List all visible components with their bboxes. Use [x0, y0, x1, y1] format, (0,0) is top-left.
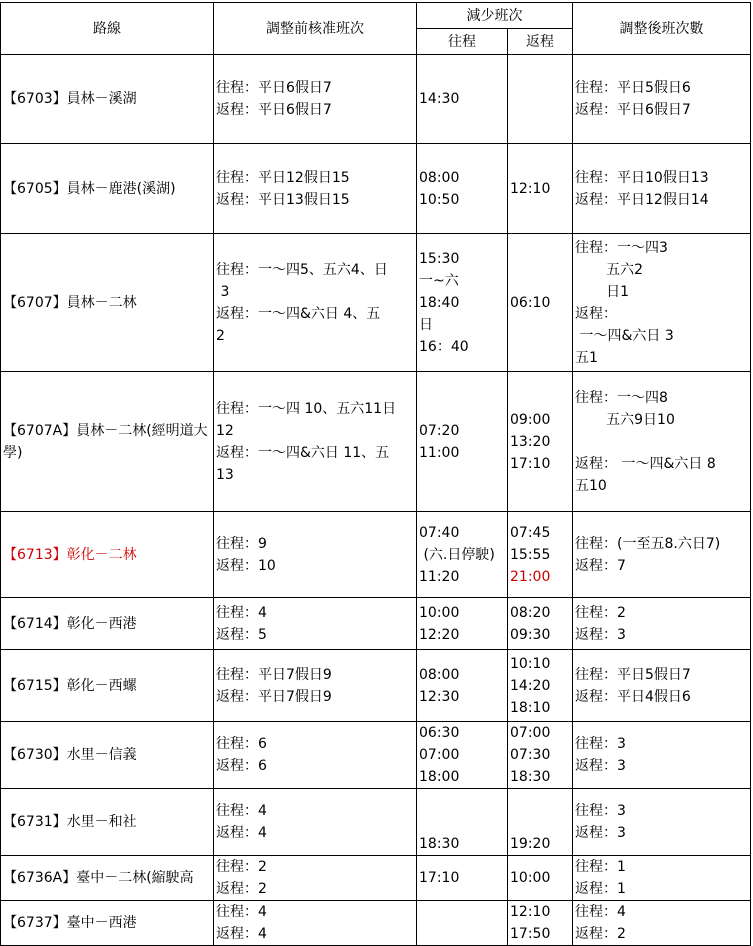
before-cell: [214, 55, 417, 144]
before-cell-line: 往程：9: [216, 535, 267, 552]
before-cell-line: 往程：平日7假日9: [216, 666, 332, 683]
header-before: 調整前核准班次: [214, 3, 417, 55]
after-cell-line: 往程：平日10假日13: [575, 169, 709, 186]
inbound-cell-line: 09:00: [510, 411, 551, 428]
outbound-cell: [417, 598, 508, 650]
route-cell: 【6715】彰化－西螺: [1, 650, 214, 722]
outbound-cell-line: 10:50: [419, 191, 460, 208]
before-cell-line: 往程：一～四 10、五六11日: [216, 400, 397, 417]
table-row: [1, 372, 751, 512]
before-cell-line: 2: [216, 327, 225, 344]
inbound-cell-line: 08:20: [510, 604, 551, 621]
outbound-cell-line: 06:30: [419, 725, 460, 741]
after-cell: [573, 650, 751, 722]
inbound-cell-line: 06:10: [510, 294, 551, 311]
before-cell-line: 返程：10: [216, 557, 276, 574]
outbound-cell: [417, 234, 508, 372]
before-cell-line: 返程：平日7假日9: [216, 688, 332, 705]
outbound-cell-line: 18:40: [419, 294, 460, 311]
after-cell-line: 五1: [575, 349, 598, 366]
before-cell: [214, 234, 417, 372]
before-cell: [214, 372, 417, 512]
inbound-cell: [508, 789, 573, 856]
route-cell: 【6707】員林－二林: [1, 234, 214, 372]
inbound-cell: [508, 856, 573, 901]
route-cell: 【6730】水里－信義: [1, 722, 214, 789]
after-cell: [573, 144, 751, 234]
after-cell-line: 返程：: [575, 305, 617, 322]
after-cell: [573, 234, 751, 372]
before-cell-line: 往程：4: [216, 604, 267, 621]
outbound-cell-line: 12:30: [419, 688, 460, 705]
route-cell: 【6703】員林－溪湖: [1, 55, 214, 144]
after-cell-line: 往程：1: [575, 859, 626, 875]
outbound-cell-line: 08:00: [419, 169, 460, 186]
after-cell-line: 返程： 一～四&六日 8: [575, 455, 716, 472]
table-row: [1, 650, 751, 722]
inbound-cell-line: 07:00: [510, 725, 551, 741]
inbound-cell-line: 10:10: [510, 655, 551, 672]
header-inbound: 返程: [508, 29, 573, 55]
route-cell: 【6705】員林－鹿港(溪湖): [1, 144, 214, 234]
after-cell: [573, 512, 751, 598]
after-cell-line: 一～四&六日 3: [575, 327, 674, 344]
inbound-cell-line: 09:30: [510, 626, 551, 643]
outbound-cell-line: 18:30: [419, 836, 460, 852]
header-route: 路線: [1, 3, 214, 55]
after-cell-line: 往程：平日5假日6: [575, 80, 691, 96]
inbound-cell: [508, 650, 573, 722]
after-cell-line: 往程：一～四8: [575, 389, 668, 406]
header-reduce: 減少班次: [417, 3, 573, 29]
inbound-cell-line: [510, 811, 570, 833]
inbound-cell-line: 12:10: [510, 180, 551, 197]
after-cell-line: 往程：(一至五8.六日7): [575, 535, 721, 552]
before-cell-line: 返程：平日6假日7: [216, 102, 332, 118]
header-after: 調整後班次數: [573, 3, 751, 55]
outbound-cell-line: 15:30: [419, 250, 460, 267]
header-outbound: 往程: [417, 29, 508, 55]
outbound-cell-line: 16：40: [419, 338, 469, 355]
after-cell: [573, 789, 751, 856]
after-cell-line: 返程：3: [575, 825, 626, 841]
outbound-cell-line: 07:40: [419, 524, 460, 541]
after-cell-line: 返程：1: [575, 881, 626, 897]
after-cell: [573, 372, 751, 512]
inbound-cell: [508, 55, 573, 144]
after-cell-line: 往程：3: [575, 736, 626, 752]
schedule-table: [0, 2, 751, 946]
after-cell-line: 往程：平日5假日7: [575, 666, 691, 683]
after-cell: [573, 55, 751, 144]
before-cell-line: 往程：4: [216, 803, 267, 819]
after-cell-line: [575, 431, 748, 453]
outbound-cell: [417, 372, 508, 512]
outbound-cell-line: 10:00: [419, 604, 460, 621]
outbound-cell-line: 18:00: [419, 769, 460, 785]
before-cell-line: 返程：平日13假日15: [216, 191, 350, 208]
after-cell-line: 往程：4: [575, 904, 626, 920]
inbound-cell: [508, 372, 573, 512]
table-row: [1, 144, 751, 234]
before-cell-line: 往程：2: [216, 859, 267, 875]
before-cell-line: 13: [216, 466, 234, 483]
table-row: [1, 856, 751, 901]
route-cell: 【6737】臺中－西港: [1, 901, 214, 946]
before-cell-line: 返程：4: [216, 825, 267, 841]
after-cell-line: 返程：3: [575, 626, 626, 643]
outbound-cell-line: [419, 789, 505, 811]
inbound-cell-line: 12:10: [510, 904, 551, 920]
after-cell: [573, 722, 751, 789]
after-cell-line: 返程：7: [575, 557, 626, 574]
outbound-cell-line: 07:00: [419, 747, 460, 763]
outbound-cell-line: 14:30: [419, 91, 460, 107]
after-cell-line: 往程：一～四3: [575, 239, 668, 256]
inbound-cell-line: 15:55: [510, 546, 551, 563]
table-row: [1, 722, 751, 789]
before-cell-line: 往程：4: [216, 904, 267, 920]
before-cell: [214, 856, 417, 901]
inbound-cell: [508, 144, 573, 234]
outbound-cell-line: [419, 811, 505, 833]
route-cell: 【6707A】員林－二林(經明道大學): [1, 372, 214, 512]
inbound-cell-line: [510, 789, 570, 811]
before-cell: [214, 650, 417, 722]
outbound-cell: [417, 856, 508, 901]
after-cell-line: 往程：3: [575, 803, 626, 819]
after-cell-line: 返程：3: [575, 758, 626, 774]
inbound-cell-line: 18:30: [510, 769, 551, 785]
outbound-cell-line: 17:10: [419, 870, 460, 886]
outbound-cell-line: 11:00: [419, 444, 460, 461]
before-cell-line: 返程：6: [216, 758, 267, 774]
after-cell: [573, 856, 751, 901]
outbound-cell: [417, 144, 508, 234]
inbound-cell: [508, 598, 573, 650]
inbound-cell-line: 18:10: [510, 699, 551, 716]
after-cell-line: 日1: [575, 283, 630, 300]
before-cell-line: 返程：4: [216, 926, 267, 942]
inbound-cell-line: 14:20: [510, 677, 551, 694]
inbound-cell-line: 07:45: [510, 524, 551, 541]
outbound-cell-line: 08:00: [419, 666, 460, 683]
outbound-cell: [417, 55, 508, 144]
table-row: [1, 789, 751, 856]
after-cell-line: 返程：平日4假日6: [575, 688, 691, 705]
inbound-cell-line: 17:10: [510, 455, 551, 472]
before-cell-line: 返程：2: [216, 881, 267, 897]
route-cell: 【6736A】臺中－二林(縮駛高: [1, 856, 214, 901]
after-cell-line: 返程：2: [575, 926, 626, 942]
before-cell-line: 返程：一～四&六日 11、五: [216, 444, 390, 461]
outbound-cell: [417, 722, 508, 789]
inbound-cell: [508, 512, 573, 598]
before-cell-line: 返程：5: [216, 626, 267, 643]
before-cell: [214, 598, 417, 650]
route-cell: 【6713】彰化－二林: [1, 512, 214, 598]
inbound-cell-line: 21:00: [510, 568, 551, 585]
outbound-cell-line: 07:20: [419, 422, 460, 439]
outbound-cell-line: (六.日停駛): [419, 546, 495, 563]
inbound-cell-line: 07:30: [510, 747, 551, 763]
before-cell-line: 往程：一～四5、五六4、日: [216, 261, 388, 278]
inbound-cell-line: 10:00: [510, 870, 551, 886]
outbound-cell-line: 11:20: [419, 568, 460, 585]
before-cell: [214, 722, 417, 789]
outbound-cell: [417, 789, 508, 856]
table-row: [1, 598, 751, 650]
after-cell-line: 往程：2: [575, 604, 626, 621]
before-cell: [214, 144, 417, 234]
after-cell-line: 返程：平日12假日14: [575, 191, 709, 208]
outbound-cell-line: 一~六: [419, 272, 459, 289]
inbound-cell-line: 13:20: [510, 433, 551, 450]
after-cell-line: 五六9日10: [575, 411, 675, 428]
outbound-cell-line: 12:20: [419, 626, 460, 643]
after-cell-line: 五10: [575, 477, 607, 494]
outbound-cell: [417, 512, 508, 598]
after-cell: [573, 598, 751, 650]
before-cell-line: 往程：平日6假日7: [216, 80, 332, 96]
inbound-cell-line: 19:20: [510, 836, 551, 852]
before-cell-line: 12: [216, 422, 234, 439]
outbound-cell: [417, 650, 508, 722]
inbound-cell-line: 17:50: [510, 926, 551, 942]
before-cell-line: 往程：6: [216, 736, 267, 752]
before-cell-line: 3: [216, 283, 230, 300]
after-cell-line: 返程：平日6假日7: [575, 102, 691, 118]
after-cell-line: 五六2: [575, 261, 644, 278]
inbound-cell: [508, 722, 573, 789]
table-row: [1, 512, 751, 598]
before-cell-line: 往程：平日12假日15: [216, 169, 350, 186]
table-row: [1, 234, 751, 372]
before-cell: [214, 789, 417, 856]
table-row: [1, 55, 751, 144]
route-cell: 【6714】彰化－西港: [1, 598, 214, 650]
inbound-cell: [508, 234, 573, 372]
before-cell-line: 返程：一～四&六日 4、五: [216, 305, 381, 322]
route-cell: 【6731】水里－和社: [1, 789, 214, 856]
outbound-cell-line: 日: [419, 316, 433, 333]
before-cell: [214, 512, 417, 598]
